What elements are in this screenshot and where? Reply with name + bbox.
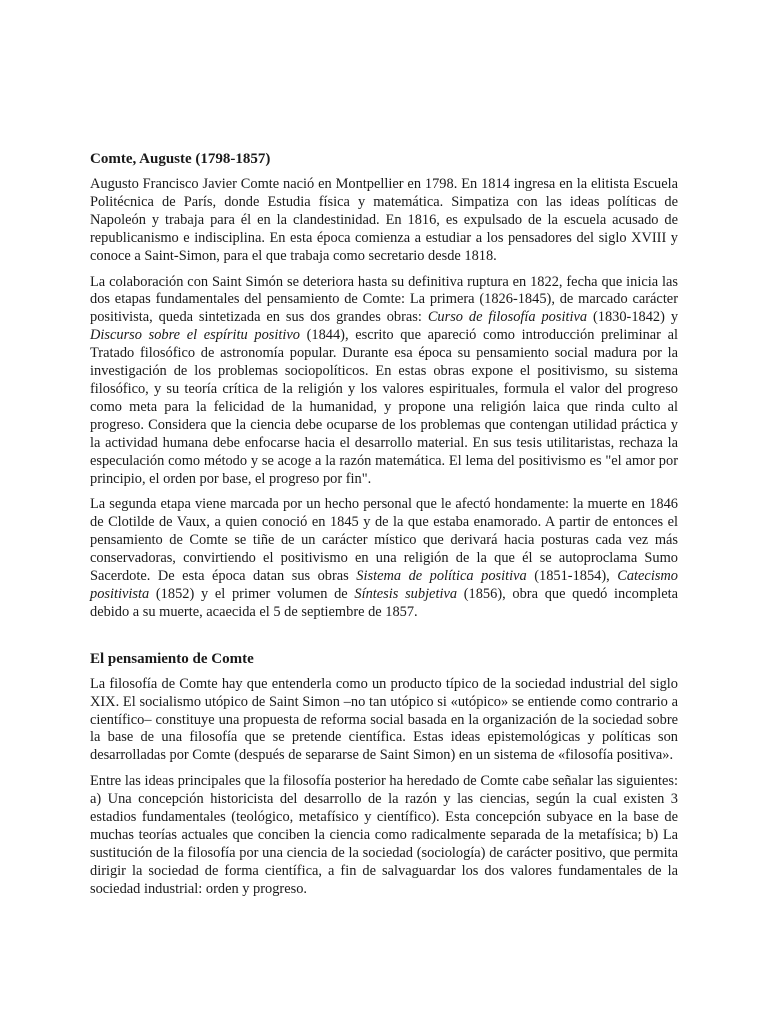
text-run: La segunda etapa viene marcada por un hecho personal que le afectó hondamente: la muerte en 1846 de Clotilde de Vaux, a quien conoció en 1845 y de la que estaba enamorado. A partir de entonces el pensamiento de Comte se tiñe de un carácter místico que derivará hacia posturas cada vez más conservadoras, convirtiendo el positivismo en una religión de la que él se autoproclama Sumo Sacerdote. De esta época datan sus obras — [90, 496, 678, 585]
work-title-sintesis: Síntesis subjetiva — [354, 585, 458, 602]
paragraph-pensamiento-2: Entre las ideas principales que la filosofía posterior ha heredado de Comte cabe señalar las siguientes: a) Una concepción historicista del desarrollo de la razón y las ciencias, según la cual existen 3 estadios fundamentales (teológico, metafísico y científico). Esta concepción subyace en la base de muchas teorías actuales que conciben la ciencia como radicalmente separada de la metafísica; b) La sustitución de la filosofía por una ciencia de la sociedad (sociología) de carácter positivo, que permita dirigir la sociedad de forma científica, a fin de salvaguardar los dos valores fundamentales de la sociedad industrial: orden y progreso. — [90, 773, 678, 897]
text-run: (1856), obra que quedó incompleta debido a su muerte, acaecida el 5 de septiembre de 1857. — [90, 585, 678, 620]
text-run: La colaboración con Saint Simón se deteriora hasta su definitiva ruptura en 1822, fecha que inicia las dos etapas fundamentales del pensamiento de Comte: La primera (1826-1845), de marcado carácter positivista, queda sintetizada en sus dos grandes obras: — [90, 273, 678, 326]
section-heading-pensamiento: El pensamiento de Comte — [90, 650, 254, 667]
work-title-discurso: Discurso sobre el espíritu positivo — [90, 327, 300, 344]
work-title-catecismo: Catecismo positivista — [90, 568, 679, 602]
paragraph-biography-3 — [90, 496, 678, 621]
paragraph-pensamiento-1: La filosofía de Comte hay que entenderla como un producto típico de la sociedad industrial del siglo XIX. El socialismo utópico de Saint Simon –no tan utópico si «utópico» se entiende como contrario a científico– constituye una propuesta de reforma social basada en la organización de la sociedad sobre la base de una filosofía que se pretende científica. Estas ideas epistemológicas y políticas son desarrolladas por Comte (después de separarse de Saint Simon) en un sistema de «filosofía positiva». — [90, 675, 678, 764]
text-run: (1851-1854), — [526, 568, 618, 585]
work-title-curso: Curso de filosofía positiva — [427, 309, 588, 326]
text-run: (1844), escrito que apareció como introducción preliminar al Tratado filosófico de astronomía popular. Durante esa época su pensamiento social madura por la investigación de los problemas sociopolíticos. En estas obras expone el positivismo, su sistema filosófico, y su teoría crítica de la religión y los valores espirituales, formula el valor del progreso como meta para la felicidad de la humanidad, y propone una religión laica que rinda culto al progreso. Considera que la ciencia debe ocuparse de los problemas que contengan utilidad práctica y la actividad humana debe enfocarse hacia el desarrollo material. En sus tesis utilitaristas, rechaza la especulación como método y se acoge a la razón matemática. El lema del positivismo es "el amor por principio, el orden por base, el progreso por fin". — [90, 327, 679, 487]
paragraph-biography-2 — [90, 274, 678, 489]
work-title-sistema: Sistema de política positiva — [356, 568, 527, 585]
section-heading-biography: Comte, Auguste (1798-1857) — [90, 151, 271, 167]
text-run: (1830-1842) y — [587, 309, 679, 326]
document-page — [90, 150, 678, 907]
paragraph-biography-1: Augusto Francisco Javier Comte nació en Montpellier en 1798. En 1814 ingresa en la elitista Escuela Politécnica de París, donde Estudia física y matemática. Simpatiza con las ideas políticas de Napoleón y trabaja para él en la clandestinidad. En 1816, es expulsado de la escuela acusado de republicanismo e indisciplina. En esta época comienza a estudiar a los pensadores del siglo XVIII y conoce a Saint-Simon, para el que trabaja como secretario desde 1818. — [90, 176, 678, 264]
text-run: (1852) y el primer volumen de — [149, 585, 355, 602]
